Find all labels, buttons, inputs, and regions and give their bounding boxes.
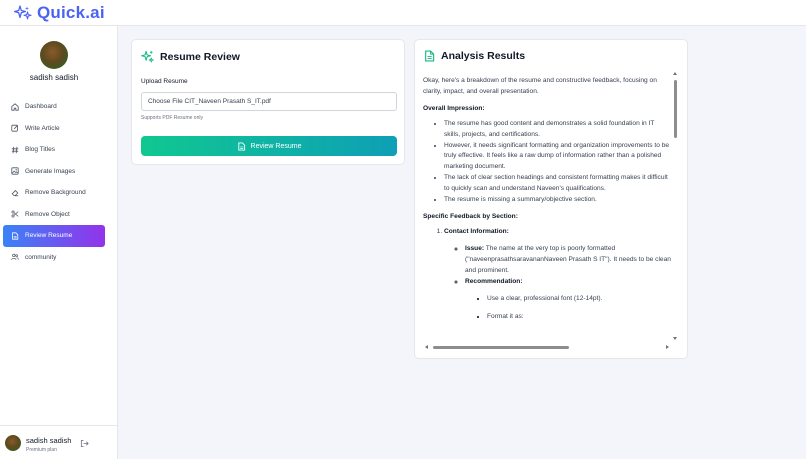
card-title: Analysis Results: [441, 50, 526, 62]
review-resume-button[interactable]: [141, 136, 397, 156]
list-item: • However, it needs significant formatting and organization improvements to be truly effective. It feels like a raw dump of information rather than a polished marketing document.: [444, 141, 671, 174]
overall-points: [423, 119, 671, 206]
list-item: [465, 277, 671, 324]
section-feedback-list: [423, 227, 671, 323]
list-item: ▪ Format it as:: [487, 312, 671, 323]
card-title: Resume Review: [160, 50, 240, 63]
recommendation-list: [465, 294, 671, 323]
analysis-results-content[interactable]: [423, 76, 671, 342]
avatar[interactable]: [40, 41, 68, 69]
file-text-icon: [11, 232, 19, 240]
sidebar-item-write-article[interactable]: [3, 118, 105, 140]
sidebar: [0, 26, 118, 459]
sidebar-footer: [0, 425, 118, 459]
hash-icon: [11, 146, 19, 154]
file-text-icon: [424, 50, 435, 62]
scroll-down-arrow[interactable]: [673, 337, 677, 340]
logout-icon[interactable]: [80, 439, 89, 448]
results-intro: Okay, here's a breakdown of the resume and constructive feedback, focusing on clarity, impact, and overall presentation.: [423, 77, 657, 95]
sidebar-item-community[interactable]: [3, 247, 105, 269]
specific-heading: Specific Feedback by Section:: [423, 212, 518, 220]
sidebar-item-label: Review Resume: [25, 232, 73, 240]
app-logo[interactable]: [14, 3, 105, 23]
file-text-icon: [237, 142, 246, 151]
sidebar-item-remove-object[interactable]: [3, 204, 105, 226]
list-item: [444, 227, 671, 323]
selected-file-name: CIT_Naveen Prasath S_IT.pdf: [184, 98, 271, 105]
eraser-icon: [11, 189, 19, 197]
sparkles-icon: [141, 50, 154, 63]
user-name: sadish sadish: [29, 73, 79, 82]
file-hint: Supports PDF Resume only: [141, 115, 203, 121]
sidebar-item-label: Remove Background: [25, 189, 86, 197]
scroll-thumb[interactable]: [433, 346, 569, 349]
sidebar-item-generate-images[interactable]: [3, 161, 105, 183]
sidebar-item-blog-titles[interactable]: [3, 139, 105, 161]
scroll-up-arrow[interactable]: [673, 72, 677, 75]
home-icon: [11, 103, 19, 111]
overall-heading: Overall Impression:: [423, 104, 485, 112]
resume-file-input[interactable]: [141, 92, 397, 111]
upload-label: Upload Resume: [141, 78, 188, 85]
scroll-thumb[interactable]: [674, 80, 677, 138]
sidebar-item-remove-background[interactable]: [3, 182, 105, 204]
sidebar-item-dashboard[interactable]: [3, 96, 105, 118]
sidebar-nav: [3, 96, 105, 268]
edit-icon: [11, 124, 19, 132]
button-label: Review Resume: [250, 142, 302, 150]
users-icon: [11, 253, 19, 261]
scissors-icon: [11, 210, 19, 218]
sidebar-item-label: Dashboard: [25, 103, 57, 111]
image-icon: [11, 167, 19, 175]
sidebar-item-review-resume[interactable]: [3, 225, 105, 247]
scroll-right-arrow[interactable]: [666, 345, 669, 349]
sidebar-item-label: Generate Images: [25, 167, 76, 175]
scroll-left-arrow[interactable]: [425, 345, 428, 349]
vertical-scrollbar[interactable]: [673, 72, 678, 342]
app-name: Quick.ai: [37, 2, 105, 22]
sidebar-item-label: Remove Object: [25, 210, 70, 218]
list-item: ▪ Use a clear, professional font (12-14pt).: [487, 294, 671, 305]
issue-list: [444, 244, 671, 323]
list-item: • The resume has good content and demonstrates a solid foundation in IT skills, projects, and certifications.: [444, 119, 671, 141]
issue-text: The name at the very top is poorly formatted ("naveenprasathsaravananNaveen Prasath S IT"). It needs to be clean and prominent.: [465, 244, 671, 274]
section-title: Contact Information:: [444, 227, 509, 235]
list-item: • The resume is missing a summary/objective section.: [444, 195, 671, 206]
plan-label: Premium plan: [26, 447, 57, 453]
sidebar-item-label: Blog Titles: [25, 146, 55, 154]
horizontal-scrollbar[interactable]: [425, 344, 669, 350]
resume-review-header: [141, 50, 240, 63]
resume-review-card: [131, 39, 405, 165]
recommendation-label: Recommendation:: [465, 277, 523, 285]
avatar[interactable]: [5, 435, 21, 451]
analysis-results-header: [424, 50, 525, 62]
sidebar-item-label: community: [25, 253, 57, 261]
footer-user-name: sadish sadish: [26, 436, 72, 445]
issue-label: Issue:: [465, 244, 485, 252]
list-item: • The lack of clear section headings and consistent formatting makes it difficult to quickly scan and understand Naveen's qualifications.: [444, 173, 671, 195]
analysis-results-card: [414, 39, 688, 359]
choose-file-button[interactable]: Choose File: [148, 98, 183, 105]
sparkles-logo-icon: [14, 5, 32, 21]
list-item: [465, 244, 671, 277]
top-bar: [0, 0, 806, 26]
sidebar-item-label: Write Article: [25, 124, 60, 132]
